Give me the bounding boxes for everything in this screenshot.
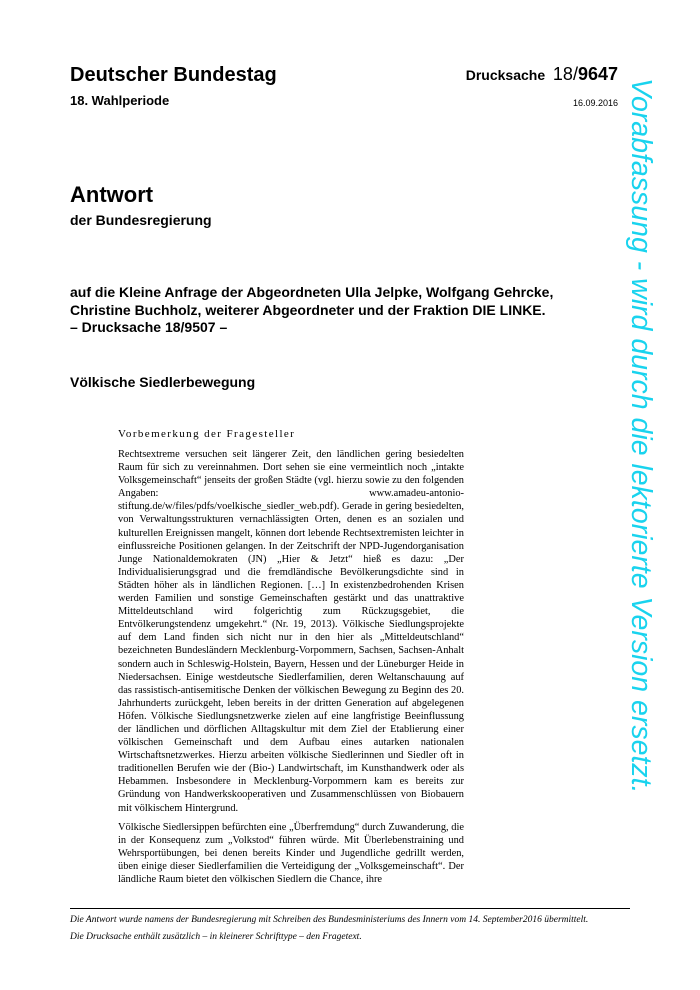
draft-watermark: Vorabfassung - wird durch die lektorierte Version ersetzt.: [625, 78, 657, 794]
document-subtitle: der Bundesregierung: [70, 212, 212, 228]
footer-notes: [70, 914, 630, 948]
body-paragraph: Rechtsextreme versuchen seit längerer Zeit, den ländlichen gering besiedelten Raum für sich zu vereinnahmen. Dort sehen sie eine vermeintlich noch „intakte Volksgemeinschaft“ jenseits der großen Städte (vgl. hierzu sowie zu den folgenden Angaben: www.amadeu-antonio-stiftung.de/w/files/pdfs/voelkische_siedler_web.pdf). Gerade in gering besiedelten, von Verwaltungsstrukturen vernachlässigten Orten, denen es an sozialen und kulturellen Ereignissen mangelt, können dort lebende Rechtsextremisten leichter in einflussreiche Positionen gelangen. In der Zeitschrift der NPD-Jugendorganisation Junge Nationaldemokraten (JN) „Hier & Jetzt“ hieß es dazu: „Der Individualisierungsgrad und die fremdländische Bevölkerungsdichte sind in Städten höher als in ländlichen Regionen. […] In existenzbedrohenden Krisen werden Familien und sonstige Gemeinschaften gestärkt und das unattraktive Mitteldeutschland wird folgerichtig zum Rückzugsgebiet, die Entvölkerungstendenz umgekehrt.“ (Nr. 19, 2013). Völkische Siedlungsprojekte auf dem Land finden sich nicht nur in den hier als „Mitteldeutschland“ bezeichneten Bundesländern Mecklenburg-Vorpommern, Sachsen, Sachsen-Anhalt sondern auch in Schleswig-Holstein, Bayern, Hessen und der Lüneburger Heide in Niedersachsen. Einige westdeutsche Siedlerfamilien, deren Weltanschauung auf das rassistisch-antisemitische Denken der völkischen Bewegung zu Beginn des 20. Jahrhunderts zurückgeht, leben bereits in der dritten Generation auf abgelegenen Höfen. Völkische Siedlungsnetzwerke zielen auf eine langfristige Beeinflussung der ländlichen und dörflichen Alltagskultur mit dem Ziel der Etablierung einer völkischen Gemeinschaft und dem Aufbau eines autarken nationalen Wirtschaftsnetzwerkes. Hierzu arbeiten völkische Siedlerinnen und Siedler oft in traditionellen Berufen wie der (Bio-) Landwirtschaft, im Kunsthandwerk oder als Hebammen. Insbesondere in Mecklenburg-Vorpommern kam es bereits zur Gründung von Handwerkskooperativen und Zusammenschlüssen von Biobauern mit völkischem Hintergrund.: [118, 449, 464, 814]
document-number: [466, 64, 618, 85]
drucksache-term: 18/: [552, 64, 578, 84]
document-subject: Völkische Siedlerbewegung: [70, 374, 256, 390]
electoral-term: 18. Wahlperiode: [70, 93, 170, 108]
body-paragraph: Völkische Siedlersippen befürchten eine „Überfremdung“ durch Zuwanderung, die in der Konsequenz zum „Volkstod“ führen würde. Mit Überlebenstraining und Wehrsportübungen, bei denen bereits Kinder und Jugendliche gedrillt werden, üben einige dieser Siedlerfamilien die Verteidigung der „Volksgemeinschaft“. Der ländliche Raum bietet den völkischen Siedlern die Chance, ihre: [118, 821, 464, 885]
document-date: 16.09.2016: [572, 98, 618, 108]
drucksache-label: Drucksache: [465, 67, 546, 83]
inquiry-reference: [70, 284, 570, 337]
preface-body: [118, 448, 464, 892]
inquiry-line: – Drucksache 18/9507 –: [70, 319, 228, 335]
parliament-title: Deutscher Bundestag: [70, 64, 277, 86]
document-type: Antwort: [70, 182, 154, 207]
footer-note: Die Drucksache enthält zusätzlich – in kleinerer Schrifttype – den Fragetext.: [70, 932, 362, 942]
preface-heading: Vorbemerkung der Fragesteller: [118, 428, 296, 440]
inquiry-line: auf die Kleine Anfrage der Abgeordneten Ulla Jelpke, Wolfgang Gehrcke,: [70, 284, 554, 300]
inquiry-line: Christine Buchholz, weiterer Abgeordneter und der Fraktion DIE LINKE.: [70, 301, 546, 318]
footer-note: Die Antwort wurde namens der Bundesregierung mit Schreiben des Bundesministeriums des Innern vom 14. September2016 übermittelt.: [70, 915, 589, 925]
drucksache-no: 9647: [577, 64, 618, 84]
footer-divider: [70, 908, 630, 909]
drucksache-number: [553, 64, 618, 84]
